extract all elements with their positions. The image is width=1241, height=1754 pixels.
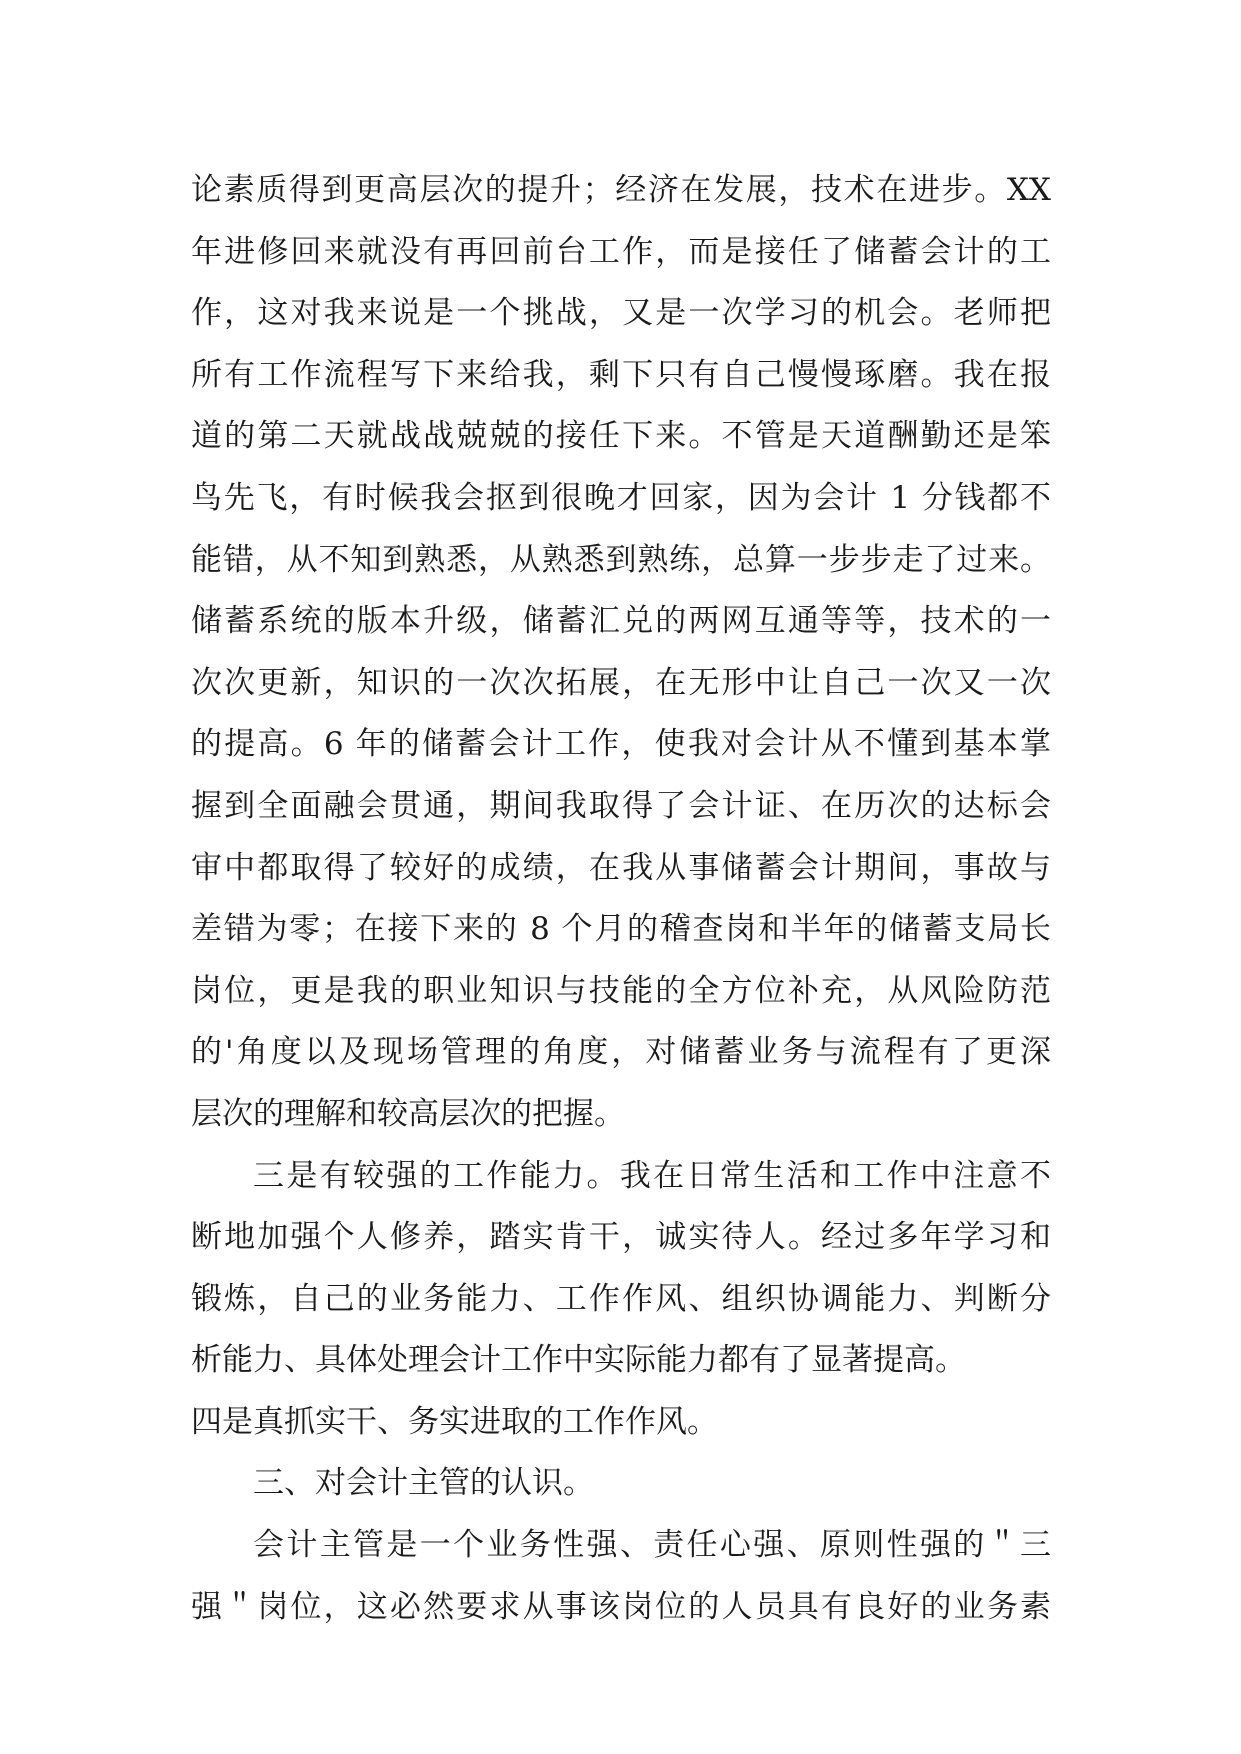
text-line: 储蓄系统的版本升级，储蓄汇兑的两网互通等等，技术的一 xyxy=(191,603,1051,640)
text-line: 能错，从不知到熟悉，从熟悉到熟练，总算一步步走了过来。 xyxy=(191,541,1051,578)
text-line: 作，这对我来说是一个挑战，又是一次学习的机会。老师把 xyxy=(191,295,1051,332)
text-line: 握到全面融会贯通，期间我取得了会计证、在历次的达标会 xyxy=(191,787,1051,824)
text-line: 的'角度以及现场管理的角度，对储蓄业务与流程有了更深 xyxy=(191,1034,1051,1071)
text-line: 年进修回来就没有再回前台工作，而是接任了储蓄会计的工 xyxy=(191,233,1051,270)
text-line: 次次更新，知识的一次次拓展，在无形中让自己一次又一次 xyxy=(191,664,1051,701)
text-line: 所有工作流程写下来给我，剩下只有自己慢慢琢磨。我在报 xyxy=(191,356,1051,393)
text-line: 会计主管是一个业务性强、责任心强、原则性强的＂三 xyxy=(253,1527,1051,1564)
text-line: 三、对会计主管的认识。 xyxy=(253,1465,594,1502)
text-line: 四是真抓实干、务实进取的工作作风。 xyxy=(191,1403,718,1440)
text-line: 断地加强个人修养，踏实肯干，诚实待人。经过多年学习和 xyxy=(191,1219,1051,1256)
body-text xyxy=(191,160,1051,1638)
text-line: 的提高。6 年的储蓄会计工作，使我对会计从不懂到基本掌 xyxy=(191,726,1051,763)
text-line: 道的第二天就战战兢兢的接任下来。不管是天道酬勤还是笨 xyxy=(191,418,1051,455)
text-line: 岗位，更是我的职业知识与技能的全方位补充，从风险防范 xyxy=(191,972,1051,1009)
text-line: 论素质得到更高层次的提升；经济在发展，技术在进步。XX xyxy=(191,172,1051,208)
text-line: 三是有较强的工作能力。我在日常生活和工作中注意不 xyxy=(253,1157,1051,1194)
text-line: 强＂岗位，这必然要求从事该岗位的人员具有良好的业务素 xyxy=(191,1588,1051,1625)
text-line: 审中都取得了较好的成绩，在我从事储蓄会计期间，事故与 xyxy=(191,849,1051,886)
text-line: 层次的理解和较高层次的把握。 xyxy=(191,1095,625,1132)
text-line: 析能力、具体处理会计工作中实际能力都有了显著提高。 xyxy=(191,1342,966,1379)
text-line: 鸟先飞，有时候我会抠到很晚才回家，因为会计 1 分钱都不 xyxy=(191,479,1051,516)
text-line: 锻炼，自己的业务能力、工作作风、组织协调能力、判断分 xyxy=(191,1280,1051,1317)
text-line: 差错为零；在接下来的 8 个月的稽查岗和半年的储蓄支局长 xyxy=(191,911,1051,948)
